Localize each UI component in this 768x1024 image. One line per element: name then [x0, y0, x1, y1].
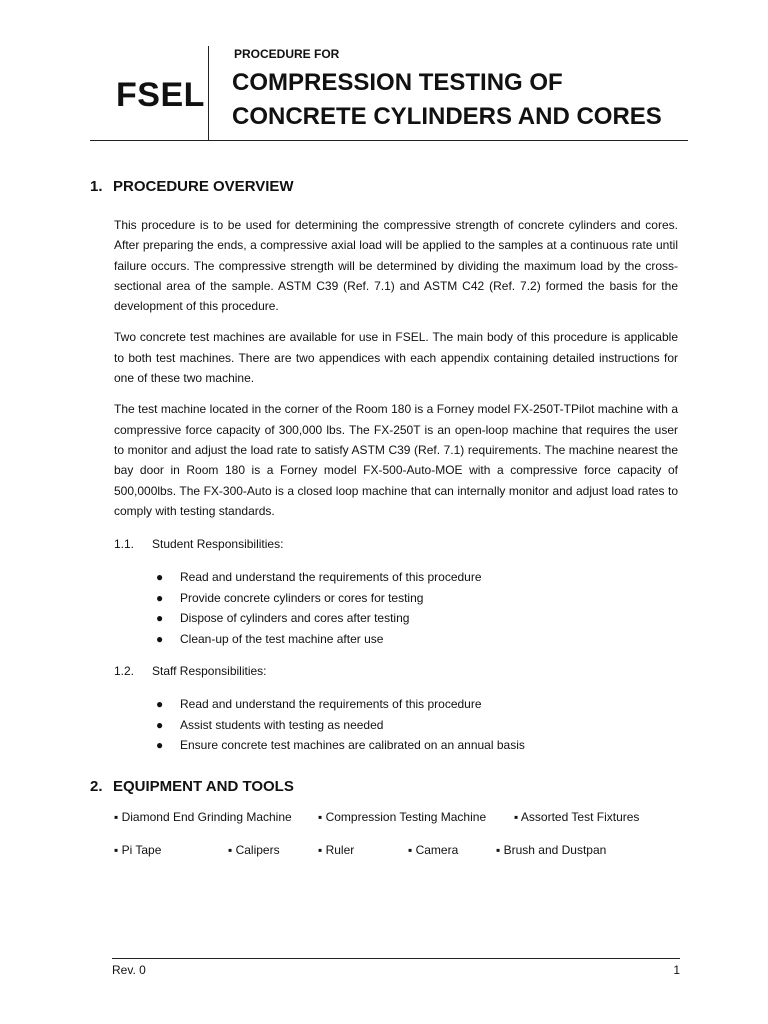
list-item	[156, 588, 678, 609]
list-item	[156, 715, 678, 736]
bullet-icon: ●	[156, 570, 164, 585]
bullet-icon: ●	[156, 717, 164, 732]
equipment-item: ▪ Camera	[408, 842, 459, 857]
bullet-icon: ●	[156, 631, 164, 646]
list-item	[156, 694, 678, 715]
equipment-item: ▪ Pi Tape	[114, 842, 162, 857]
document-body	[90, 178, 678, 860]
page-number: 1	[673, 963, 680, 977]
subsection-1-2-number: 1.2.	[114, 664, 135, 679]
overview-paragraph-2: Two concrete test machines are available for use in FSEL. The main body of this procedure is applicable to both test machines. There are two appendices with each appendix containing detailed instructions for one of these two machine.	[114, 330, 678, 386]
equipment-item: ▪ Compression Testing Machine	[318, 809, 487, 824]
page-footer	[112, 958, 680, 977]
list-item	[156, 567, 678, 588]
equipment-row-2	[114, 840, 678, 860]
section-1-title: PROCEDURE OVERVIEW	[113, 178, 294, 195]
section-1-heading	[90, 178, 678, 195]
list-item-text: Ensure concrete test machines are calibrated on an annual basis	[180, 738, 525, 753]
revision-label: Rev. 0	[112, 963, 146, 977]
subsection-1-2-heading	[114, 661, 678, 681]
overview-paragraph-3: The test machine located in the corner of the Room 180 is a Forney model FX-250T-TPilot machine with a compressive force capacity of 300,000 lbs. The FX-250T is an open-loop machine that requires the user to monitor and adjust the load rate to satisfy ASTM C39 (Ref. 7.1) requirements. The machine nearest the bay door in Room 180 is a Forney model FX-500-Auto-MOE with a compressive force capacity of 500,000lbs. The FX-300-Auto is a closed loop machine that can internally monitor and adjust load rates to comply with testing standards.	[114, 402, 678, 518]
equipment-item: ▪ Diamond End Grinding Machine	[114, 809, 292, 824]
section-1-number: 1.	[90, 178, 103, 195]
section-2-title: EQUIPMENT AND TOOLS	[113, 777, 294, 795]
section-2-number: 2.	[90, 777, 103, 795]
list-item-text: Dispose of cylinders and cores after testing	[180, 611, 410, 626]
header-divider	[208, 46, 209, 140]
bullet-icon: ●	[156, 611, 164, 626]
equipment-item: ▪ Assorted Test Fixtures	[514, 809, 640, 824]
staff-responsibilities-list	[90, 694, 678, 756]
equipment-row-1	[114, 807, 678, 827]
list-item-text: Provide concrete cylinders or cores for testing	[180, 590, 424, 605]
procedure-for-label: PROCEDURE FOR	[234, 47, 340, 61]
list-item	[156, 608, 678, 629]
section-2-heading	[90, 778, 678, 795]
equipment-item: ▪ Calipers	[228, 842, 280, 857]
list-item	[156, 629, 678, 650]
overview-paragraph-1: This procedure is to be used for determining the compressive strength of concrete cylinders and cores. After preparing the ends, a compressive axial load will be applied to the samples at a continuous rate until failure occurs. The compressive strength will be determined by dividing the maximum load by the cross-sectional area of the sample. ASTM C39 (Ref. 7.1) and ASTM C42 (Ref. 7.2) formed the basis for the development of this procedure.	[114, 218, 678, 314]
bullet-icon: ●	[156, 590, 164, 605]
fsel-logo: FSEL	[116, 76, 205, 114]
equipment-item: ▪ Ruler	[318, 842, 355, 857]
document-title-line-2: CONCRETE CYLINDERS AND CORES	[232, 103, 662, 130]
bullet-icon: ●	[156, 697, 164, 712]
document-title	[232, 66, 662, 134]
subsection-1-1-title: Student Responsibilities:	[152, 537, 284, 552]
subsection-1-2-title: Staff Responsibilities:	[152, 664, 267, 679]
list-item-text: Read and understand the requirements of this procedure	[180, 697, 482, 712]
list-item	[156, 735, 678, 756]
document-title-line-1: COMPRESSION TESTING OF	[232, 69, 563, 96]
list-item-text: Read and understand the requirements of this procedure	[180, 570, 482, 585]
list-item-text: Assist students with testing as needed	[180, 717, 384, 732]
list-item-text: Clean-up of the test machine after use	[180, 631, 384, 646]
subsection-1-1-number: 1.1.	[114, 537, 135, 552]
document-header	[90, 46, 688, 141]
equipment-item: ▪ Brush and Dustpan	[496, 842, 607, 857]
bullet-icon: ●	[156, 738, 164, 753]
student-responsibilities-list	[90, 567, 678, 649]
subsection-1-1-heading	[114, 534, 678, 554]
